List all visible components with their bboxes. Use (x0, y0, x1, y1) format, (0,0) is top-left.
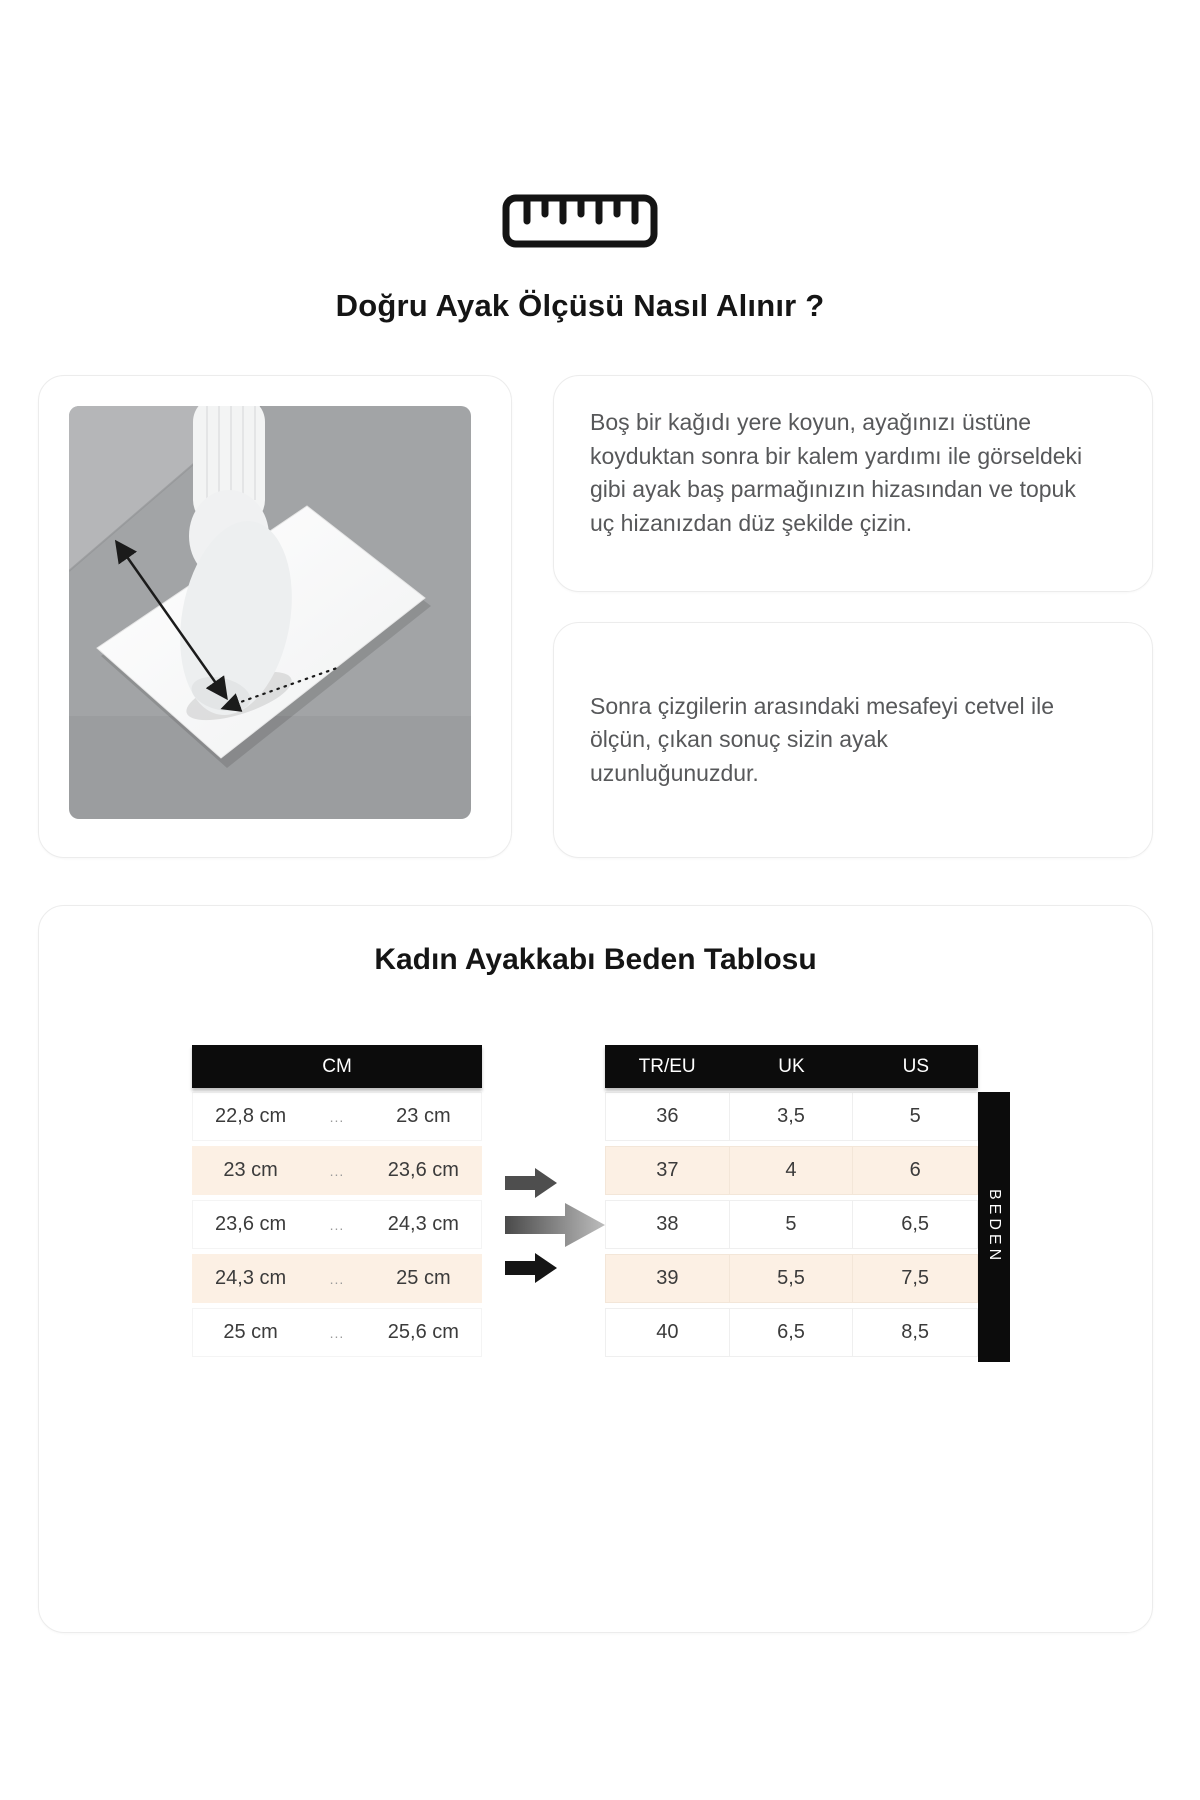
size-header-treu: TR/EU (638, 1055, 696, 1077)
cm-value-to: 25,6 cm (387, 1321, 459, 1343)
size-row (605, 1146, 978, 1195)
size-header-us: US (902, 1055, 930, 1077)
size-row (605, 1200, 978, 1249)
size-value-treu: 38 (606, 1201, 730, 1248)
range-dots: ... (329, 1162, 345, 1179)
cm-row (192, 1200, 482, 1249)
size-row (605, 1254, 978, 1303)
range-dots: ... (329, 1216, 345, 1233)
page-title: Doğru Ayak Ölçüsü Nasıl Alınır ? (335, 288, 825, 323)
size-value-us: 6 (909, 1159, 921, 1181)
arrow-middle-icon (505, 1203, 605, 1247)
cm-row (192, 1308, 482, 1357)
size-table (605, 1045, 978, 1362)
cm-table-rows (192, 1092, 482, 1357)
ruler-icon-svg (502, 194, 658, 248)
cm-value-to: 23 cm (396, 1105, 451, 1127)
arrows-svg (505, 1163, 605, 1288)
instruction-step-1-text: Boş bir kağıdı yere koyun, ayağınızı üstüne koyduktan sonra bir kalem yardımı ile görseldeki gibi ayak baş parmağınızın hizasından ve topuk uç hizanızdan düz şekilde çizin. (590, 409, 1083, 536)
conversion-arrows (505, 1163, 605, 1288)
size-table-header (605, 1045, 978, 1088)
cm-header-label: CM (322, 1055, 352, 1077)
size-value-us: 5 (909, 1105, 921, 1127)
instruction-step-1-card (553, 375, 1153, 592)
cm-value-from: 23 cm (223, 1159, 278, 1181)
size-value-us: 6,5 (901, 1213, 930, 1235)
size-value-uk: 3,5 (730, 1093, 854, 1140)
range-dots: ... (329, 1270, 345, 1287)
cm-row (192, 1092, 482, 1141)
size-value-uk: 5 (730, 1201, 854, 1248)
size-value-treu: 37 (606, 1147, 730, 1194)
size-value-treu: 36 (606, 1093, 730, 1140)
cm-value-from: 23,6 cm (215, 1213, 287, 1235)
ruler-ticks (527, 201, 635, 221)
size-value-treu: 39 (606, 1255, 730, 1302)
instruction-step-2-text: Sonra çizgilerin arasındaki mesafeyi cetvel ile ölçün, çıkan sonuç sizin ayak uzunluğunuzdur. (590, 692, 1055, 786)
arrow-top-icon (505, 1168, 557, 1198)
cm-value-from: 22,8 cm (215, 1105, 287, 1127)
foot-photo-card (38, 375, 512, 858)
beden-side-label: BEDEN (978, 1092, 1010, 1362)
cm-value-from: 25 cm (223, 1321, 278, 1343)
size-row (605, 1308, 978, 1357)
instruction-step-2-card (553, 622, 1153, 858)
size-value-treu: 40 (606, 1309, 730, 1356)
cm-value-to: 25 cm (396, 1267, 451, 1289)
foot-measurement-photo (69, 406, 471, 819)
cm-row (192, 1146, 482, 1195)
cm-value-from: 24,3 cm (215, 1267, 287, 1289)
size-table-rows (605, 1092, 978, 1357)
range-dots: ... (329, 1108, 345, 1125)
cm-table (192, 1045, 482, 1362)
cm-value-to: 24,3 cm (387, 1213, 459, 1235)
arrow-bottom-icon (505, 1253, 557, 1283)
cm-row (192, 1254, 482, 1303)
size-value-us: 8,5 (901, 1321, 930, 1343)
size-header-uk: UK (778, 1055, 805, 1077)
ruler-icon (502, 194, 658, 248)
foot-photo-illustration (69, 406, 471, 819)
size-value-us: 7,5 (901, 1267, 930, 1289)
size-value-uk: 6,5 (730, 1309, 854, 1356)
range-dots: ... (329, 1324, 345, 1341)
size-chart-title: Kadın Ayakkabı Beden Tablosu (374, 943, 817, 976)
size-value-uk: 5,5 (730, 1255, 854, 1302)
size-value-uk: 4 (730, 1147, 854, 1194)
size-row (605, 1092, 978, 1141)
cm-table-header (192, 1045, 482, 1088)
cm-value-to: 23,6 cm (387, 1159, 459, 1181)
